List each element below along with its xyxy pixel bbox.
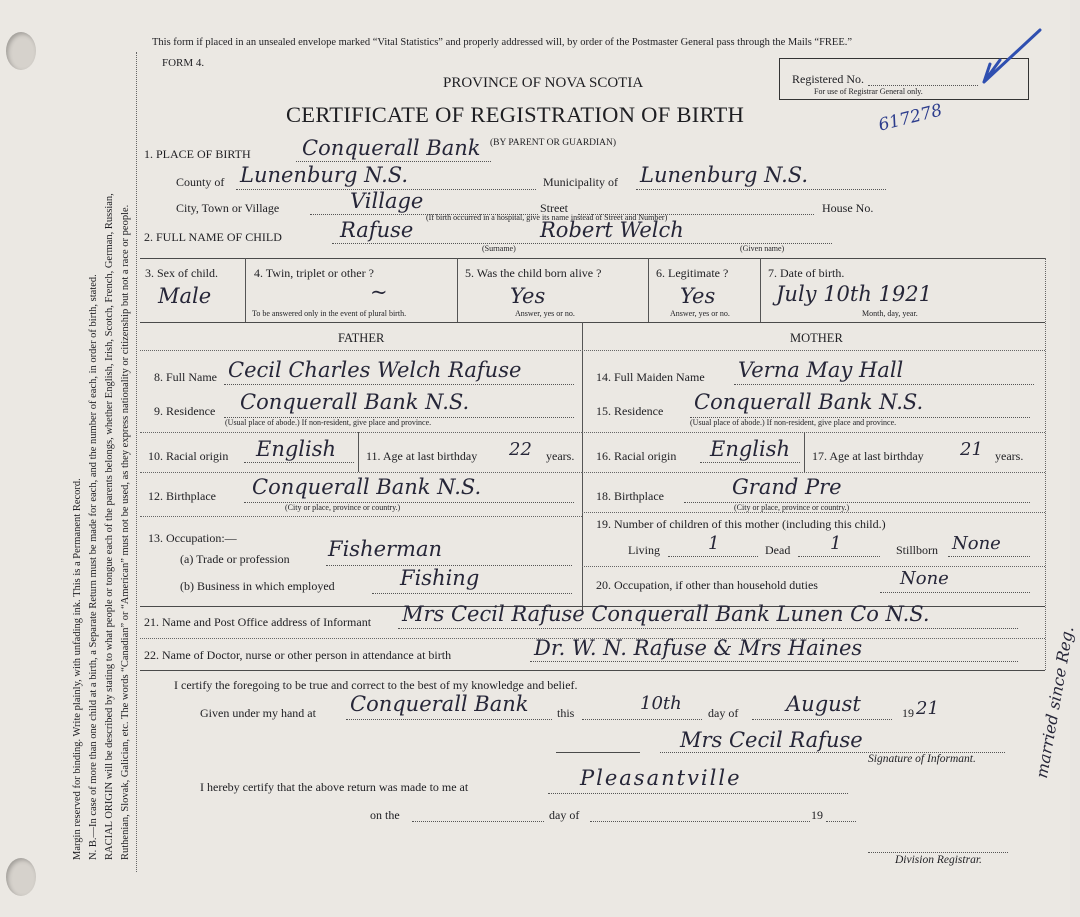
rule bbox=[457, 258, 458, 322]
blue-check-mark bbox=[980, 24, 1050, 84]
line bbox=[590, 821, 810, 822]
informant-label: 21. Name and Post Office address of Informant bbox=[144, 615, 372, 629]
legitimate-label: 6. Legitimate ? bbox=[656, 266, 729, 280]
father-age-label: 11. Age at last birthday bbox=[366, 449, 478, 463]
living-label: Living bbox=[628, 543, 660, 557]
mother-racial-value: English bbox=[710, 437, 791, 461]
father-birthplace-label: 12. Birthplace bbox=[148, 489, 216, 503]
mother-occupation-value: None bbox=[900, 568, 949, 589]
margin-text-4: Ruthenian, Slovak, Galician, etc. The words “Canadian” or “American” must not be used, as they express nationality or citizenship but not a race or people. bbox=[120, 204, 131, 860]
sex-value: Male bbox=[158, 284, 212, 308]
father-name-value: Cecil Charles Welch Rafuse bbox=[228, 358, 522, 382]
hospital-note: (If birth occurred in a hospital, give its name instead of Street and Number) bbox=[426, 213, 668, 222]
rule bbox=[582, 322, 583, 612]
hereby-text: I hereby certify that the above return was made to me at bbox=[200, 780, 469, 794]
year-prefix: 19 bbox=[902, 706, 914, 720]
line bbox=[948, 556, 1030, 557]
father-residence-label: 9. Residence bbox=[154, 404, 216, 418]
father-racial-label: 10. Racial origin bbox=[148, 449, 229, 463]
hereby-place-value: Pleasantville bbox=[580, 766, 742, 790]
registered-label: Registered No. bbox=[792, 72, 864, 86]
day-value: 10th bbox=[640, 693, 682, 714]
line bbox=[296, 161, 491, 162]
line bbox=[798, 556, 880, 557]
father-heading: FATHER bbox=[338, 331, 385, 345]
registrar-use-note: For use of Registrar General only. bbox=[814, 87, 923, 96]
place-of-birth-label: 1. PLACE OF BIRTH bbox=[144, 147, 251, 161]
father-name-label: 8. Full Name bbox=[154, 370, 217, 384]
signature-caption: Signature of Informant. bbox=[868, 753, 976, 765]
mother-residence-value: Conquerall Bank N.S. bbox=[694, 390, 924, 414]
mail-notice: This form if placed in an unsealed envelope marked “Vital Statistics” and properly addressed will, by order of the Postmaster General pass through the Mails “FREE.” bbox=[152, 37, 853, 48]
mother-age-unit: years. bbox=[995, 449, 1024, 463]
month-value: August bbox=[786, 692, 861, 716]
line bbox=[826, 821, 856, 822]
rule bbox=[140, 322, 1045, 323]
rule bbox=[140, 350, 1045, 351]
rule bbox=[582, 432, 1045, 433]
father-racial-value: English bbox=[256, 437, 337, 461]
margin-rule bbox=[136, 52, 137, 872]
father-age-unit: years. bbox=[546, 449, 575, 463]
mother-birthplace-label: 18. Birthplace bbox=[596, 489, 664, 503]
mother-racial-label: 16. Racial origin bbox=[596, 449, 677, 463]
rule bbox=[140, 670, 1045, 671]
line bbox=[372, 593, 572, 594]
given-name-caption: (Given name) bbox=[740, 244, 785, 253]
father-residence-note: (Usual place of abode.) If non-resident, give place and province. bbox=[225, 418, 432, 427]
mother-residence-note: (Usual place of abode.) If non-resident, give place and province. bbox=[690, 418, 897, 427]
stillborn-label: Stillborn bbox=[896, 543, 939, 557]
father-age-value: 22 bbox=[509, 439, 532, 460]
given-under-label: Given under my hand at bbox=[200, 706, 316, 720]
by-parent-subtitle: (BY PARENT OR GUARDIAN) bbox=[490, 138, 617, 148]
line bbox=[548, 793, 848, 794]
rule bbox=[648, 258, 649, 322]
registered-no-line bbox=[868, 85, 978, 86]
informant-value: Mrs Cecil Rafuse Conquerall Bank Lunen Co N.S. bbox=[402, 602, 930, 626]
margin-text-1: Margin reserved for binding. Write plainly, with unfading ink. This is a Permanent Record. bbox=[72, 478, 83, 860]
father-birthplace-note: (City or place, province or country.) bbox=[285, 503, 401, 512]
line bbox=[700, 462, 800, 463]
on-the-label: on the bbox=[370, 808, 400, 822]
rule bbox=[760, 258, 761, 322]
alive-note: Answer, yes or no. bbox=[515, 309, 575, 318]
children-count-label: 19. Number of children of this mother (including this child.) bbox=[596, 517, 886, 531]
informant-signature: Mrs Cecil Rafuse bbox=[680, 728, 863, 752]
child-given-value: Robert Welch bbox=[540, 218, 684, 242]
rule bbox=[140, 472, 582, 473]
mother-birthplace-value: Grand Pre bbox=[732, 475, 842, 499]
mother-occupation-label: 20. Occupation, if other than household duties bbox=[596, 578, 818, 592]
living-value: 1 bbox=[708, 533, 720, 554]
county-value: Lunenburg N.S. bbox=[240, 163, 409, 187]
doctor-value: Dr. W. N. Rafuse & Mrs Haines bbox=[534, 636, 863, 660]
doctor-label: 22. Name of Doctor, nurse or other person in attendance at birth bbox=[144, 648, 452, 662]
rule bbox=[582, 512, 1045, 513]
business-label: (b) Business in which employed bbox=[180, 579, 335, 593]
line bbox=[668, 556, 758, 557]
city-value: Village bbox=[350, 189, 424, 213]
mother-birthplace-note: (City or place, province or country.) bbox=[734, 503, 850, 512]
stillborn-value: None bbox=[952, 533, 1001, 554]
rule bbox=[582, 472, 1045, 473]
rule bbox=[140, 432, 582, 433]
margin-handwritten-note: married since Reg. bbox=[1031, 624, 1078, 780]
rule bbox=[804, 432, 805, 472]
year-label-2: 19 bbox=[811, 808, 823, 822]
form-number: FORM 4. bbox=[162, 57, 205, 69]
municipality-label: Municipality of bbox=[543, 175, 618, 189]
rule bbox=[140, 258, 1045, 259]
certify-text: I certify the foregoing to be true and correct to the best of my knowledge and belief. bbox=[174, 678, 578, 692]
given-place-value: Conquerall Bank bbox=[350, 692, 529, 716]
mother-age-label: 17. Age at last birthday bbox=[812, 449, 924, 463]
rule bbox=[556, 752, 640, 753]
date-note: Month, day, year. bbox=[862, 309, 918, 318]
line bbox=[224, 384, 574, 385]
surname-caption: (Surname) bbox=[482, 244, 516, 253]
trade-label: (a) Trade or profession bbox=[180, 552, 290, 566]
rule bbox=[140, 516, 582, 517]
street-label: Street bbox=[540, 201, 568, 215]
province-heading: PROVINCE OF NOVA SCOTIA bbox=[443, 75, 644, 91]
dead-value: 1 bbox=[830, 533, 842, 554]
rule bbox=[582, 566, 1045, 567]
line bbox=[530, 661, 1018, 662]
punch-hole bbox=[6, 32, 36, 70]
line bbox=[636, 189, 886, 190]
place-of-birth-value: Conquerall Bank bbox=[302, 136, 481, 160]
twin-label: 4. Twin, triplet or other ? bbox=[254, 266, 374, 280]
line bbox=[734, 384, 1034, 385]
mother-residence-label: 15. Residence bbox=[596, 404, 664, 418]
alive-label: 5. Was the child born alive ? bbox=[465, 266, 602, 280]
line bbox=[582, 719, 702, 720]
child-name-label: 2. FULL NAME OF CHILD bbox=[144, 230, 282, 244]
mother-name-label: 14. Full Maiden Name bbox=[596, 370, 705, 384]
line bbox=[346, 719, 552, 720]
legitimate-value: Yes bbox=[680, 284, 716, 308]
line bbox=[752, 719, 892, 720]
margin-text-2: N. B.—In case of more than one child at a birth, a Separate Return must be made for each, and the number of each, in order of birth, stated. bbox=[88, 274, 99, 860]
rule bbox=[245, 258, 246, 322]
house-no-label: House No. bbox=[822, 201, 874, 215]
mother-age-value: 21 bbox=[960, 439, 983, 460]
business-value: Fishing bbox=[400, 566, 480, 590]
line bbox=[244, 462, 354, 463]
county-label: County of bbox=[176, 175, 225, 189]
legitimate-note: Answer, yes or no. bbox=[670, 309, 730, 318]
registration-number: 617278 bbox=[876, 100, 945, 136]
dead-label: Dead bbox=[765, 543, 791, 557]
line bbox=[880, 592, 1030, 593]
twin-note: To be answered only in the event of plural birth. bbox=[252, 309, 407, 318]
rule bbox=[1045, 258, 1046, 670]
division-registrar-caption: Division Registrar. bbox=[895, 854, 982, 866]
mother-heading: MOTHER bbox=[790, 331, 843, 345]
father-occupation-label: 13. Occupation:— bbox=[148, 531, 237, 545]
punch-hole bbox=[6, 858, 36, 896]
this-label: this bbox=[557, 706, 575, 720]
sex-label: 3. Sex of child. bbox=[145, 266, 218, 280]
city-label: City, Town or Village bbox=[176, 201, 280, 215]
father-residence-value: Conquerall Bank N.S. bbox=[240, 390, 470, 414]
father-birthplace-value: Conquerall Bank N.S. bbox=[252, 475, 482, 499]
rule bbox=[358, 432, 359, 472]
twin-value: ~ bbox=[370, 280, 388, 304]
certificate-title: CERTIFICATE OF REGISTRATION OF BIRTH bbox=[286, 102, 745, 127]
alive-value: Yes bbox=[510, 284, 546, 308]
mother-name-value: Verna May Hall bbox=[738, 358, 904, 382]
line bbox=[398, 628, 1018, 629]
day-of-label: day of bbox=[708, 706, 739, 720]
date-label: 7. Date of birth. bbox=[768, 266, 845, 280]
day-of-label-2: day of bbox=[549, 808, 580, 822]
margin-text-3: RACIAL ORIGIN will be described by stating to what people or tongue each of the parents belongs, whether English, Irish, Scotch, French, German, Russian, bbox=[104, 193, 115, 860]
child-surname-value: Rafuse bbox=[340, 218, 414, 242]
year-value: 21 bbox=[916, 698, 939, 719]
date-value: July 10th 1921 bbox=[776, 282, 933, 306]
line bbox=[412, 821, 544, 822]
municipality-value: Lunenburg N.S. bbox=[640, 163, 809, 187]
trade-value: Fisherman bbox=[328, 537, 443, 561]
binding-margin bbox=[0, 0, 138, 917]
